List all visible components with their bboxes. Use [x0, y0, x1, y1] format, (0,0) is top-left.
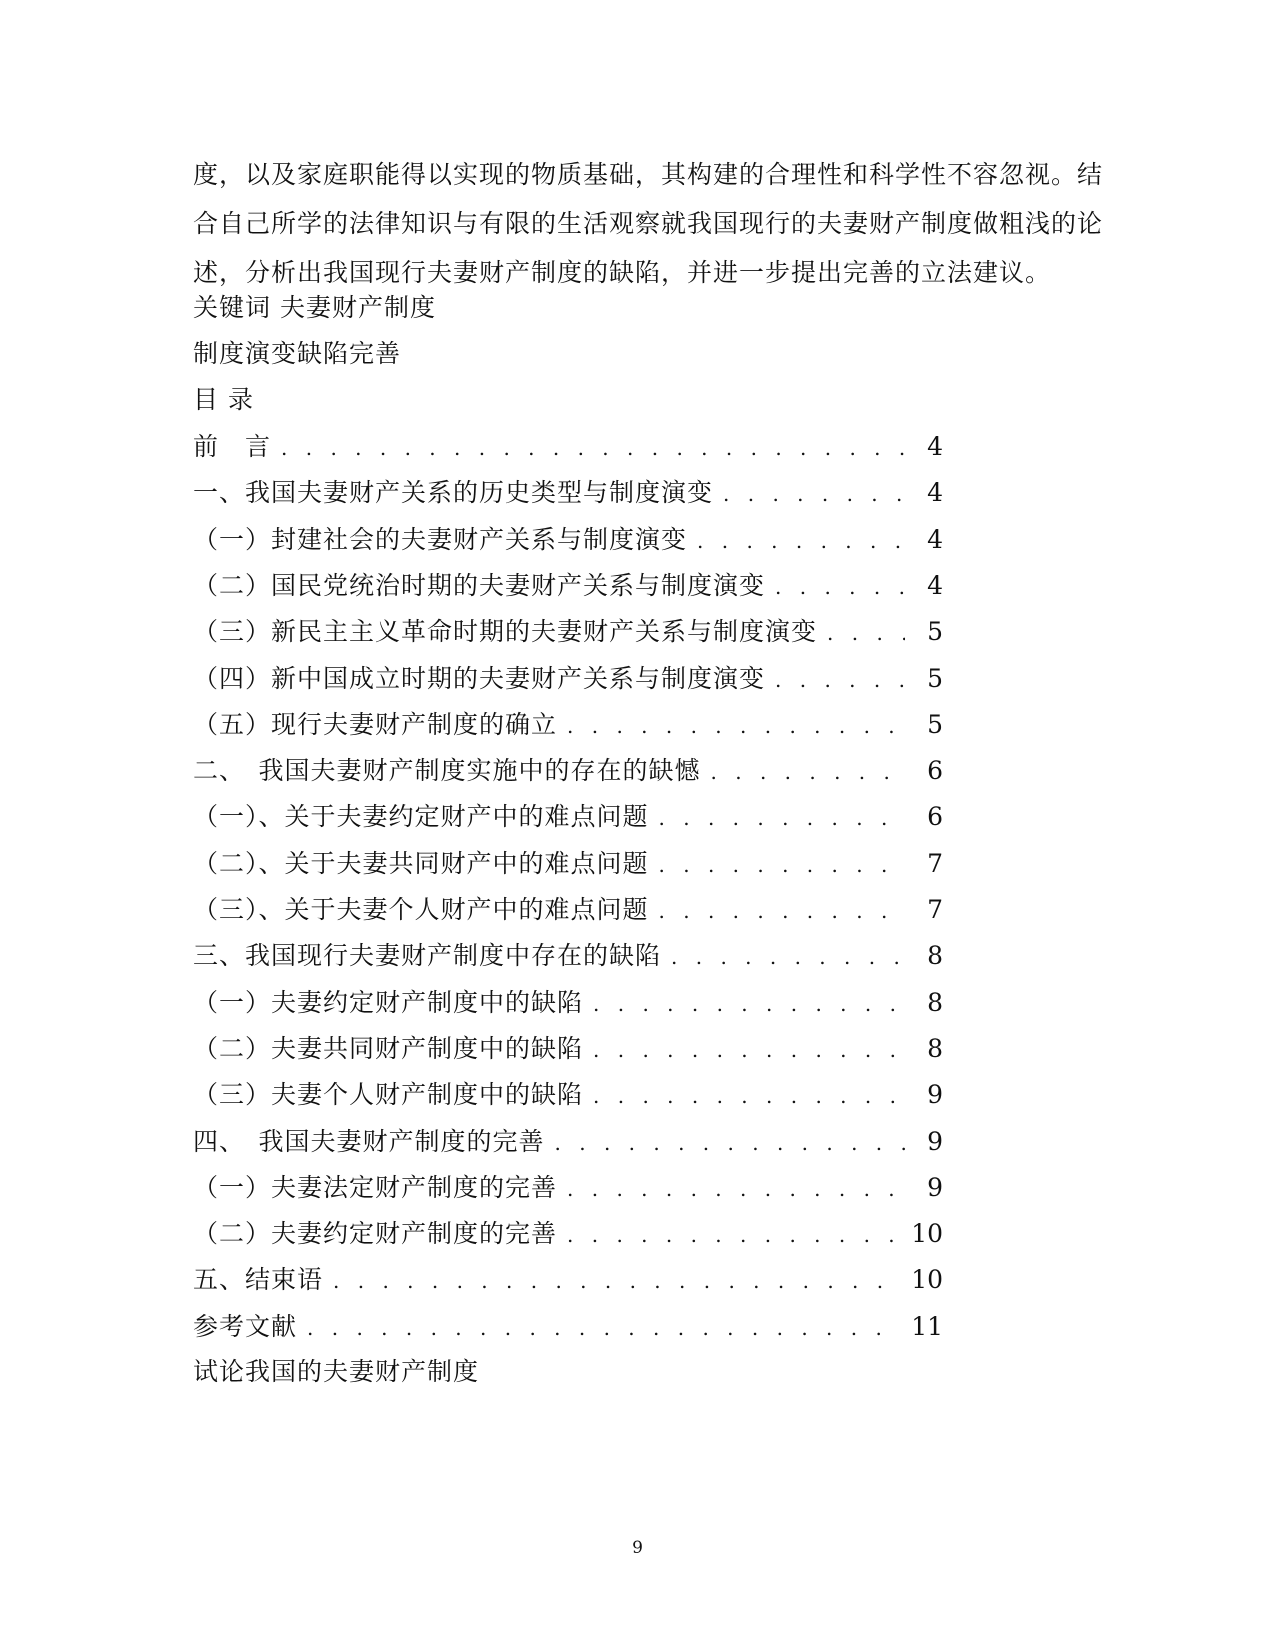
toc-dot-leader — [281, 432, 905, 464]
abstract-line: 度，以及家庭职能得以实现的物质基础，其构建的合理性和科学性不容忽视。结 — [193, 160, 1104, 189]
toc-entry[interactable] — [193, 848, 943, 880]
toc-entry-page: 7 — [927, 895, 943, 924]
body-title: 试论我国的夫妻财产制度 — [193, 1357, 480, 1386]
toc-dot-leader — [775, 664, 905, 696]
toc-entry-page: 11 — [911, 1312, 943, 1341]
toc-entry-page: 9 — [927, 1080, 943, 1109]
toc-entry-title: （五）现行夫妻财产制度的确立 — [193, 710, 558, 739]
toc-entry[interactable] — [193, 1079, 943, 1111]
toc-entry-title: （三）夫妻个人财产制度中的缺陷 — [193, 1080, 584, 1109]
toc-entry-page: 5 — [927, 710, 943, 739]
toc-entry-title: 前 言 — [193, 432, 272, 461]
toc-dot-leader — [659, 895, 905, 927]
toc-entry-page: 10 — [911, 1265, 943, 1294]
toc-entry-title: （二）夫妻约定财产制度的完善 — [193, 1219, 558, 1248]
toc-dot-leader — [697, 525, 905, 557]
toc-dot-leader — [659, 849, 905, 881]
toc-dot-leader — [567, 1173, 905, 1205]
toc-dot-leader — [555, 1127, 905, 1159]
toc-entry-title: 二、 我国夫妻财产制度实施中的存在的缺憾 — [193, 756, 701, 785]
toc-entry-page: 9 — [927, 1173, 943, 1202]
toc-dot-leader — [567, 710, 905, 742]
toc-entry-title: 参考文献 — [193, 1312, 298, 1341]
toc-entry-title: （二）、关于夫妻共同财产中的难点问题 — [193, 849, 649, 878]
toc-entry[interactable] — [193, 431, 943, 463]
toc-entry-page: 4 — [927, 432, 943, 461]
toc-entry-title: 五、结束语 — [193, 1265, 324, 1294]
toc-entry[interactable] — [193, 709, 943, 741]
toc-entry[interactable] — [193, 755, 943, 787]
toc-entry[interactable] — [193, 940, 943, 972]
page-number: 9 — [632, 1538, 643, 1558]
toc-entry-title: 四、 我国夫妻财产制度的完善 — [193, 1127, 545, 1156]
abstract-line: 合自己所学的法律知识与有限的生活观察就我国现行的夫妻财产制度做粗浅的论 — [193, 209, 1104, 238]
abstract-line: 述，分析出我国现行夫妻财产制度的缺陷，并进一步提出完善的立法建议。 — [193, 258, 1052, 287]
toc-entry-page: 4 — [927, 525, 943, 554]
toc-dot-leader — [723, 478, 905, 510]
toc-entry-title: 一、我国夫妻财产关系的历史类型与制度演变 — [193, 478, 714, 507]
toc-entry-title: （四）新中国成立时期的夫妻财产关系与制度演变 — [193, 664, 766, 693]
toc-entry[interactable] — [193, 1033, 943, 1065]
toc-entry-title: （二）夫妻共同财产制度中的缺陷 — [193, 1034, 584, 1063]
toc-dot-leader — [307, 1312, 901, 1344]
toc-entry[interactable] — [193, 987, 943, 1019]
toc-entry-title: （三）新民主主义革命时期的夫妻财产关系与制度演变 — [193, 617, 818, 646]
toc-dot-leader — [659, 802, 905, 834]
toc-entry[interactable] — [193, 524, 943, 556]
toc-entry-page: 8 — [927, 988, 943, 1017]
toc-entry-page: 5 — [927, 664, 943, 693]
toc-entry[interactable] — [193, 663, 943, 695]
toc-dot-leader — [567, 1219, 901, 1251]
toc-entry-page: 6 — [927, 802, 943, 831]
toc-entry-page: 5 — [927, 617, 943, 646]
toc-dot-leader — [593, 988, 905, 1020]
toc-entry-page: 7 — [927, 849, 943, 878]
toc-dot-leader — [333, 1265, 901, 1297]
toc-entry-page: 9 — [927, 1127, 943, 1156]
toc-entry-page: 6 — [927, 756, 943, 785]
toc-entry[interactable] — [193, 477, 943, 509]
toc-dot-leader — [827, 617, 905, 649]
toc-entry-page: 8 — [927, 941, 943, 970]
toc-entry-title: （二）国民党统治时期的夫妻财产关系与制度演变 — [193, 571, 766, 600]
toc-dot-leader — [671, 941, 905, 973]
toc-entry[interactable] — [193, 570, 943, 602]
toc-entry-page: 4 — [927, 478, 943, 507]
toc-entry[interactable] — [193, 1172, 943, 1204]
toc-entry[interactable] — [193, 801, 943, 833]
toc-entry[interactable] — [193, 1264, 943, 1296]
toc-entry-title: （一）、关于夫妻约定财产中的难点问题 — [193, 802, 649, 831]
toc-dot-leader — [711, 756, 905, 788]
toc-entry[interactable] — [193, 894, 943, 926]
toc-heading: 目 录 — [193, 385, 254, 414]
toc-dot-leader — [593, 1080, 905, 1112]
toc-entry-page: 8 — [927, 1034, 943, 1063]
toc-entry[interactable] — [193, 616, 943, 648]
toc-entry-page: 4 — [927, 571, 943, 600]
toc-entry-title: 三、我国现行夫妻财产制度中存在的缺陷 — [193, 941, 662, 970]
toc-entry[interactable] — [193, 1126, 943, 1158]
toc-entry[interactable] — [193, 1218, 943, 1250]
keywords-line: 关键词 夫妻财产制度 — [193, 293, 436, 322]
toc-entry-title: （一）夫妻法定财产制度的完善 — [193, 1173, 558, 1202]
toc-dot-leader — [593, 1034, 905, 1066]
toc-entry-title: （三）、关于夫妻个人财产中的难点问题 — [193, 895, 649, 924]
toc-entry[interactable] — [193, 1311, 943, 1343]
toc-entry-title: （一）夫妻约定财产制度中的缺陷 — [193, 988, 584, 1017]
keywords-continued: 制度演变缺陷完善 — [193, 339, 402, 368]
toc-entry-title: （一）封建社会的夫妻财产关系与制度演变 — [193, 525, 688, 554]
toc-dot-leader — [775, 571, 905, 603]
abstract-text — [193, 150, 1104, 297]
toc-entry-page: 10 — [911, 1219, 943, 1248]
